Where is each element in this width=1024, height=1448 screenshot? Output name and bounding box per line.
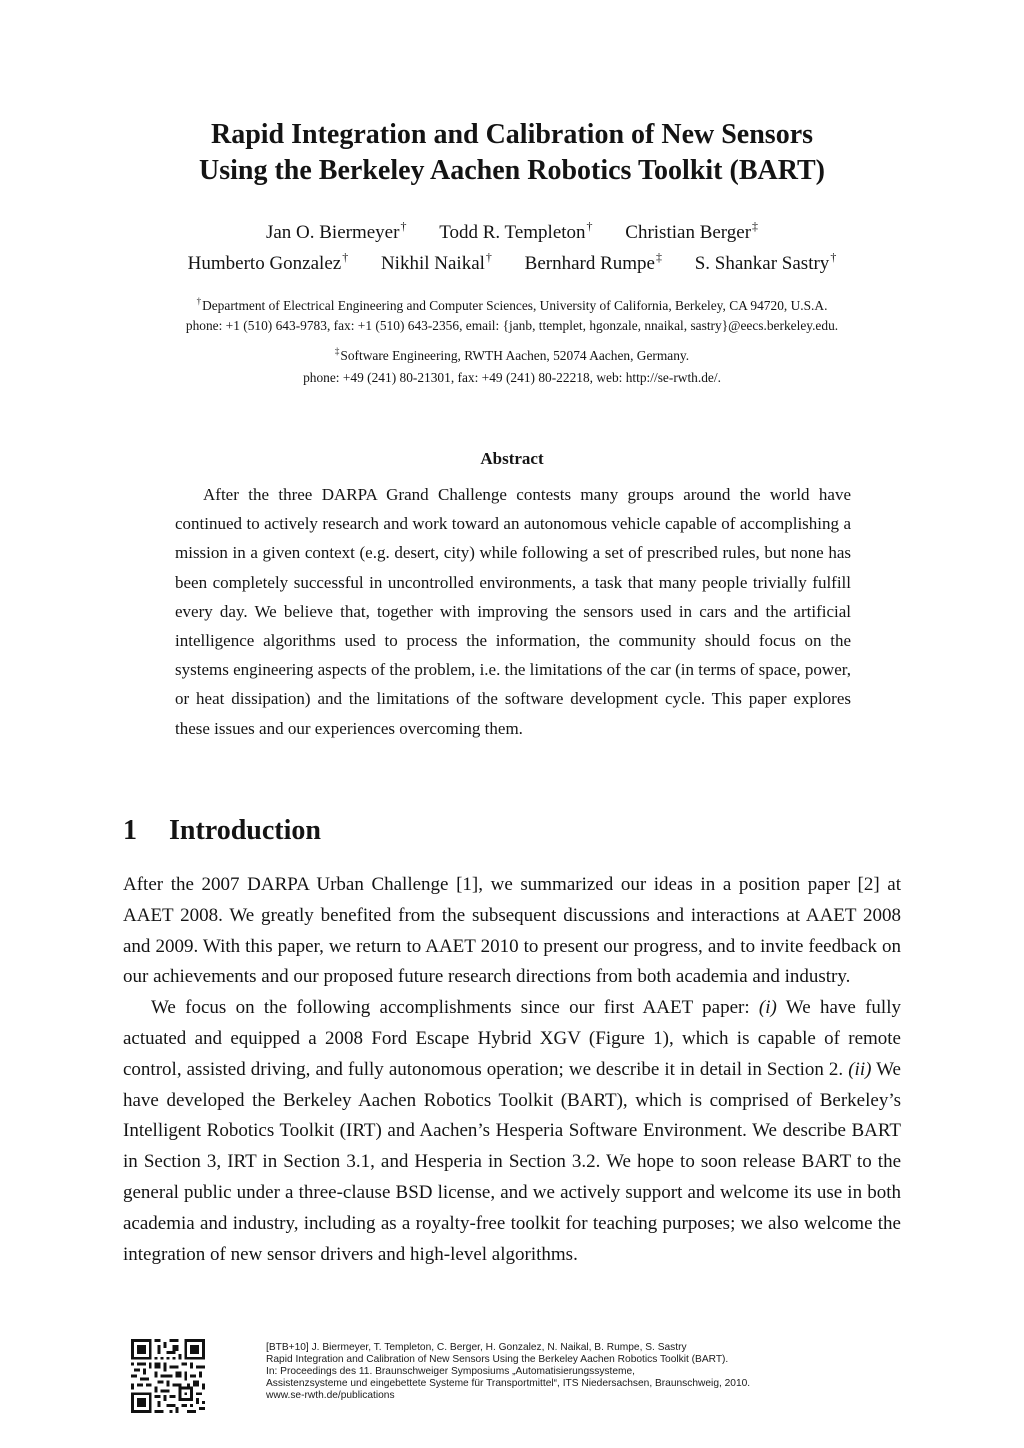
affiliation-mark: † [400, 219, 407, 233]
citation-line: Assistenzsysteme und eingebettete Systeme für Transportmittel“, ITS Niedersachsen, Braunschweig, 2010. [266, 1378, 751, 1390]
citation-line: In: Proceedings des 11. Braunschweiger Symposiums „Automatisierungssysteme, [266, 1366, 635, 1378]
affiliation-mark: ‡ [334, 346, 340, 356]
paragraph-text: We have fully actuated and equipped a 2008 Ford Escape Hybrid XGV (Figure 1), which is capable of remote control, assisted driving, and fully autonomous operation; we describe it in detail in Section 2. [123, 997, 901, 1080]
section-number: 1 [123, 815, 137, 846]
paper-title-line-2: Using the Berkeley Aachen Robotics Toolkit (BART) [199, 155, 825, 186]
author-name: Christian Berger [625, 222, 752, 243]
affiliation-aachen-contact: phone: +49 (241) 80-21301, fax: +49 (241) 80-22218, web: http://se-rwth.de/. [303, 370, 721, 385]
affiliation-berkeley [0, 296, 1024, 316]
author-name: Humberto Gonzalez [187, 253, 342, 274]
affiliation-mark: † [830, 250, 837, 264]
author [381, 252, 492, 276]
abstract-paragraph: After the three DARPA Grand Challenge contests many groups around the world have continued to actively research and work toward an autonomous vehicle capable of accomplishing a mission in a given context (e.g. desert, city) while following a set of prescribed rules, but none has been completely successful in uncontrolled environments, a task that many people trivially fulfill every day. We believe that, together with improving the sensors used in cars and the artificial intelligence algorithms used to process the information, the community should focus on the systems engineering aspects of the problem, i.e. the limitations of the car (in terms of space, power, or heat dissipation) and the limitations of the software development cycle. This paper explores these issues and our experiences overcoming them. [175, 485, 851, 738]
paper-title-line-1: Rapid Integration and Calibration of New Sensors [210, 119, 814, 150]
author-name: Todd R. Templeton [439, 222, 586, 243]
citation-footer [266, 1342, 826, 1402]
qr-code-icon [131, 1339, 205, 1413]
affiliation-mark: † [586, 219, 593, 233]
introduction-body [123, 870, 901, 1270]
affiliation-mark: ‡ [655, 250, 662, 264]
author [266, 221, 406, 245]
author [695, 252, 837, 276]
introduction-paragraph-2 [123, 993, 901, 1270]
affiliation-text: Department of Electrical Engineering and Computer Sciences, University of California, Berkeley, CA 94720, U.S.A. [202, 298, 828, 313]
author-name: Nikhil Naikal [380, 253, 485, 274]
introduction-paragraph-1: After the 2007 DARPA Urban Challenge [1], we summarized our ideas in a position paper [2] at AAET 2008. We greatly benefited from the subsequent discussions and interactions at AAET 2008 and 2009. With this paper, we return to AAET 2010 to present our progress, and to invite feedback on our achievements and our proposed future research directions from both academia and industry. [123, 874, 901, 988]
author-row-1 [0, 221, 1024, 245]
affiliation-berkeley-contact: phone: +1 (510) 643-9783, fax: +1 (510) 643-2356, email: {janb, ttemplet, hgonzale, nnaikal, sastry}@eecs.berkeley.edu. [185, 318, 839, 333]
section-heading [123, 812, 321, 850]
affiliation-aachen [0, 346, 1024, 366]
abstract-body [175, 480, 851, 743]
author [625, 221, 758, 245]
list-marker: (ii) [848, 1058, 872, 1080]
author-name: Bernhard Rumpe [524, 253, 655, 274]
affiliation-text: Software Engineering, RWTH Aachen, 52074 Aachen, Germany. [340, 348, 690, 363]
citation-line: [BTB+10] J. Biermeyer, T. Templeton, C. Berger, H. Gonzalez, N. Naikal, B. Rumpe, S. Sastry [266, 1342, 687, 1353]
author [439, 221, 592, 245]
author-row-2 [0, 252, 1024, 276]
abstract-heading: Abstract [480, 449, 544, 468]
list-marker: (i) [758, 997, 777, 1019]
author [188, 252, 349, 276]
paragraph-text: We focus on the following accomplishments since our first AAET paper: [151, 997, 759, 1019]
affiliation-mark: † [485, 250, 492, 264]
section-title: Introduction [169, 815, 321, 846]
affiliation-mark: ‡ [752, 219, 759, 233]
citation-line: Rapid Integration and Calibration of New Sensors Using the Berkeley Aachen Robotics Toolkit (BART). [266, 1354, 729, 1366]
author-name: Jan O. Biermeyer [265, 222, 400, 243]
citation-link[interactable]: www.se-rwth.de/publications [266, 1390, 395, 1402]
paragraph-text: We have developed the Berkeley Aachen Robotics Toolkit (BART), which is comprised of Berkeley’s Intelligent Robotics Toolkit (IRT) and Aachen’s Hesperia Software Environment. We describe BART in Section 3, IRT in Section 3.1, and Hesperia in Section 3.2. We hope to soon release BART to the general public under a three-clause BSD license, and we actively support and welcome its use in both academia and industry, including as a royalty-free toolkit for teaching purposes; we also welcome the integration of new sensor drivers and high-level algorithms. [123, 1058, 901, 1265]
affiliation-mark: † [196, 296, 202, 306]
author [525, 252, 662, 276]
author-name: S. Shankar Sastry [694, 253, 830, 274]
affiliation-mark: † [342, 250, 349, 264]
